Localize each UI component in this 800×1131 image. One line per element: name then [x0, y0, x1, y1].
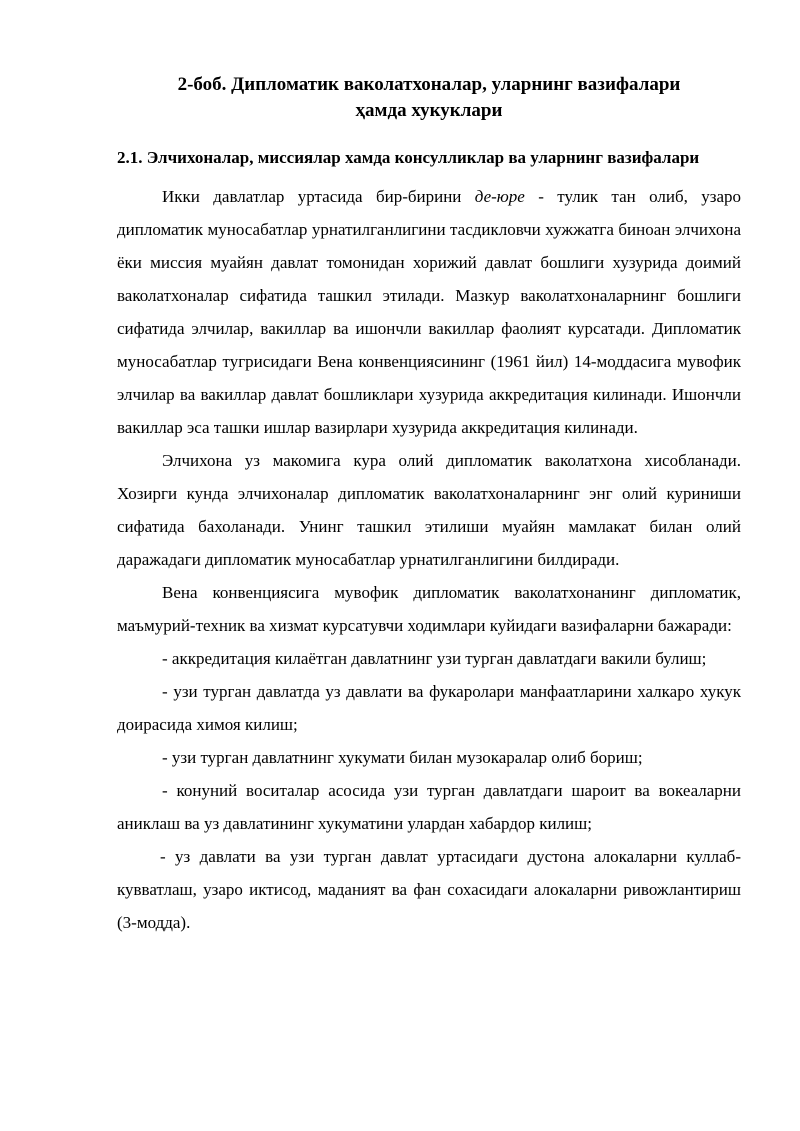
chapter-title-line-1: 2-боб. Дипломатик ваколатхоналар, уларнинг вазифалари: [177, 74, 681, 95]
list-item: - конуний воситалар асосида узи турган давлатдаги шароит ва вокеаларни аниклаш ва уз давлатининг хукуматини улардан хабардор килиш;: [117, 781, 741, 833]
paragraph-1: [117, 180, 741, 444]
list-item: - аккредитация килаётган давлатнинг узи турган давлатдаги вакили булиш;: [162, 649, 707, 668]
document-page: [117, 72, 741, 939]
chapter-title-line-2: ҳамда хукуклари: [355, 100, 503, 121]
list-item: - уз давлати ва узи турган давлат уртасидаги дустона алокаларни куллаб-кувватлаш, узаро иктисод, маданият ва фан сохасидаги алокаларни ривожлантириш (3-модда).: [117, 847, 741, 932]
chapter-title: [117, 72, 741, 124]
section-title: 2.1. Элчихоналар, миссиялар хамда консулликлар ва уларнинг вазифалари: [117, 148, 700, 167]
paragraph-2: Элчихона уз макомига кура олий дипломатик ваколатхона хисобланади. Хозирги кунда элчихоналар дипломатик ваколатхоналарнинг энг олий куриниши сифатида бахоланади. Унинг ташкил этилиши муайян мамлакат билан олий даражадаги дипломатик муносабатлар урнатилганлигини билдиради.: [117, 451, 741, 569]
paragraph-3: Вена конвенциясига мувофик дипломатик ваколатхонанинг дипломатик, маъмурий-техник ва хизмат курсатувчи ходимлари куйидаги вазифаларни бажаради:: [117, 583, 741, 635]
paragraph-1-text-end: - тулик тан олиб, узаро дипломатик муносабатлар урнатилганлигини тасдикловчи хужжатга биноан элчихона ёки миссия муайян давлат томонидан хорижий давлат бошлиги хузурида доимий ваколатхоналар сифатида ташкил этилади. Мазкур ваколатхоналарнинг бошлиги сифатида элчилар, вакиллар ва ишончли вакиллар фаолият курсатади. Дипломатик муносабатлар тугрисидаги Вена конвенциясининг (1961 йил) 14-моддасига мувофик элчилар ва вакиллар давлат бошликлари хузурида аккредитация килинади. Ишончли вакиллар эса ташки ишлар вазирлари хузурида аккредитация килинади.: [117, 187, 741, 437]
list-item: - узи турган давлатда уз давлати ва фукаролари манфаатларини халкаро хукук доирасида химоя килиш;: [117, 682, 741, 734]
paragraph-1-italic-term: де-юре: [474, 187, 525, 206]
paragraph-1-text-start: Икки давлатлар уртасида бир-бирини: [162, 187, 475, 206]
list-item: - узи турган давлатнинг хукумати билан музокаралар олиб бориш;: [162, 748, 643, 767]
